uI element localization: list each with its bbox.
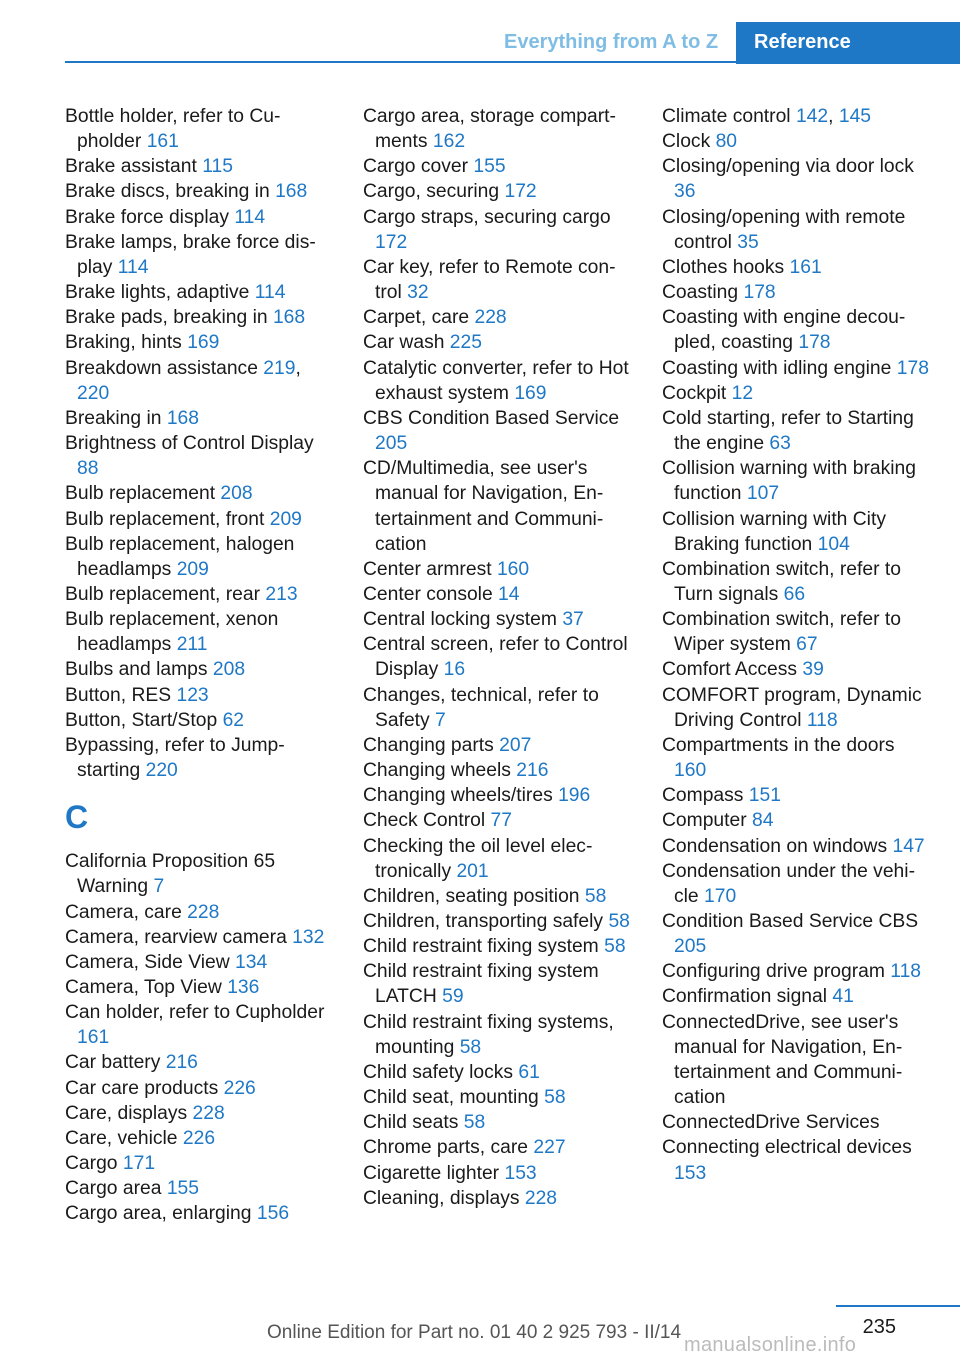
page-reference-link[interactable]: 118 — [890, 961, 922, 983]
page-reference-link[interactable]: 169 — [514, 382, 547, 404]
index-entry-term: Center armrest — [363, 558, 492, 580]
index-entry-term: Child seat, mounting — [363, 1087, 539, 1109]
index-entry-term: ConnectedDrive Services — [662, 1112, 880, 1134]
index-entry-term: Condition Based Service CBS — [662, 911, 919, 932]
index-column-1 — [65, 104, 335, 1227]
index-entry — [363, 205, 633, 255]
page-reference-link[interactable]: 80 — [715, 131, 738, 153]
page-reference-link[interactable]: 196 — [558, 785, 591, 807]
index-entry — [363, 330, 633, 355]
index-entry-term: Breaking in — [65, 407, 162, 429]
page-reference-link[interactable]: 58 — [584, 885, 607, 907]
index-entry — [363, 632, 633, 682]
index-entry — [363, 834, 633, 884]
index-entry-term: Children, seating position — [363, 885, 580, 907]
index-entry-term: Clothes hooks — [662, 256, 785, 278]
index-entry-term: Cargo area, enlarging — [65, 1203, 252, 1225]
page-reference-link[interactable]: 160 — [674, 760, 707, 782]
index-entry — [65, 925, 335, 950]
index-entry — [662, 381, 930, 406]
index-entry-term: Cargo area, storage compartments — [363, 106, 616, 153]
page-reference-link[interactable]: 58 — [459, 1036, 482, 1058]
page-reference-link[interactable]: 213 — [265, 583, 298, 605]
index-entry — [65, 1076, 335, 1101]
index-entry — [662, 406, 930, 456]
index-entry — [662, 456, 930, 506]
page-reference-link[interactable]: 178 — [896, 357, 929, 379]
index-entry — [363, 154, 633, 179]
page-reference-link[interactable]: 147 — [892, 835, 925, 857]
page-reference-link[interactable]: 170 — [704, 885, 737, 907]
index-entry-term: Computer — [662, 810, 747, 832]
index-entry-term: Changing parts — [363, 734, 494, 756]
index-entry-term: Brake force display — [65, 206, 229, 228]
index-entry — [65, 657, 335, 682]
index-entry — [363, 733, 633, 758]
page-reference-link[interactable]: 220 — [77, 382, 110, 404]
page-reference-link[interactable]: 114 — [117, 256, 149, 278]
page-reference-link[interactable]: 228 — [474, 307, 507, 329]
reference-tab-label: Reference — [754, 31, 851, 53]
page-reference-link[interactable]: 205 — [375, 433, 408, 455]
index-entry-term: Cockpit — [662, 382, 727, 404]
index-entry — [65, 975, 335, 1000]
index-entry — [65, 900, 335, 925]
page-reference-link[interactable]: 66 — [783, 583, 806, 605]
index-entry — [363, 1010, 633, 1060]
index-entry — [65, 733, 335, 783]
footer-rule — [836, 1305, 960, 1307]
index-entry-term: Chrome parts, care — [363, 1137, 529, 1159]
index-entry-term: Cargo area — [65, 1178, 162, 1200]
page-reference-link[interactable]: 136 — [227, 977, 260, 998]
index-entry — [65, 154, 335, 179]
index-entry — [662, 507, 930, 557]
page-reference-link[interactable]: 156 — [256, 1203, 290, 1225]
page-reference-link[interactable]: 209 — [176, 558, 209, 580]
index-entry — [65, 280, 335, 305]
page-reference-link[interactable]: 161 — [789, 256, 822, 278]
page-reference-link[interactable]: 220 — [145, 760, 178, 782]
index-entry-term: Confirmation signal — [662, 986, 828, 1008]
index-entry-term: Can holder, refer to Cupholder — [65, 1002, 325, 1024]
index-entry-term: COMFORT program, Dynamic Driving Control — [662, 684, 922, 731]
index-entry-term: Cargo cover — [363, 156, 469, 178]
index-entry — [65, 532, 335, 582]
page-reference-link[interactable]: 162 — [432, 131, 466, 153]
index-entry-term: Bulb replacement, rear — [65, 583, 261, 605]
index-entry-term: Check Control — [363, 810, 486, 832]
index-entry — [65, 330, 335, 355]
index-entry — [363, 1186, 633, 1211]
page-reference-link[interactable]: 35 — [737, 231, 759, 253]
index-entry-term: Combination switch, refer to Wiper system — [662, 609, 901, 656]
reference-tab — [736, 22, 960, 64]
index-entry — [363, 305, 633, 330]
index-entry — [662, 834, 930, 859]
index-entry — [65, 1151, 335, 1176]
index-entry-term: Brake discs, breaking in — [65, 181, 270, 203]
page-reference-link[interactable]: 145 — [838, 106, 872, 127]
edition-note: Online Edition for Part no. 01 40 2 925 793 - II/14 — [267, 1322, 682, 1343]
index-entry — [65, 950, 335, 975]
page-reference-link[interactable]: 12 — [731, 382, 754, 404]
page-reference-link[interactable]: 32 — [407, 282, 429, 304]
page-reference-link[interactable]: 41 — [832, 986, 854, 1008]
index-entry-term: Connecting electrical devices — [662, 1137, 912, 1159]
index-entry — [662, 129, 930, 154]
page-reference-link[interactable]: 153 — [504, 1162, 537, 1184]
page-reference-link[interactable]: 228 — [524, 1187, 558, 1209]
index-entry — [363, 179, 633, 204]
index-entry-term: Breakdown assistance — [65, 357, 258, 379]
page-reference-link[interactable]: 7 — [435, 709, 446, 731]
index-entry-term: Condensation on windows — [662, 835, 888, 857]
index-entry-term: Bulb replacement — [65, 483, 216, 505]
page-reference-link[interactable]: 88 — [77, 458, 99, 480]
index-entry — [662, 557, 930, 607]
page-reference-link[interactable]: 39 — [802, 659, 824, 681]
index-entry — [363, 959, 633, 1009]
page-reference-link[interactable]: 59 — [442, 986, 464, 1008]
index-letter-heading: C — [65, 799, 89, 836]
page-reference-link[interactable]: 178 — [798, 332, 831, 354]
index-entry — [662, 1110, 930, 1135]
page-reference-link[interactable]: 58 — [604, 936, 626, 958]
index-entry — [662, 909, 930, 959]
index-entry — [65, 607, 335, 657]
page-reference-link[interactable]: 160 — [496, 558, 530, 580]
page-reference-link[interactable]: 107 — [746, 483, 780, 505]
index-entry — [662, 859, 930, 909]
index-entry-term: Cigarette lighter — [363, 1162, 500, 1184]
index-entry-term: Compartments in the doors — [662, 734, 895, 756]
page-reference-link[interactable]: 226 — [223, 1077, 256, 1099]
page-reference-link[interactable]: 228 — [187, 901, 220, 923]
index-entry — [662, 356, 930, 381]
index-entry — [65, 104, 335, 154]
index-entry-term: Carpet, care — [363, 307, 470, 329]
index-entry-term: Combination switch, refer to Turn signals — [662, 558, 901, 605]
page-reference-link[interactable]: 169 — [187, 332, 220, 354]
index-entry-term: Care, displays — [65, 1102, 188, 1124]
page-reference-link[interactable]: 151 — [748, 785, 781, 807]
index-entry-term: Changes, technical, refer to Safety — [363, 684, 599, 731]
index-entry-term: Car key, refer to Remote control — [363, 256, 616, 304]
index-entry-term: Coasting with engine decoupled, coasting — [662, 307, 906, 354]
index-entry — [363, 456, 633, 557]
index-entry-term: Camera, care — [65, 901, 182, 923]
page-reference-link[interactable]: 63 — [769, 433, 791, 455]
index-entry-term: Climate control — [662, 106, 791, 127]
page-reference-link[interactable]: 77 — [490, 810, 512, 832]
index-entry-term: Cargo, securing — [363, 181, 500, 203]
index-entry-term: Cleaning, displays — [363, 1187, 520, 1209]
index-entry — [363, 683, 633, 733]
page-reference-link[interactable]: 208 — [212, 659, 246, 681]
index-entry-term: Child seats — [363, 1112, 459, 1134]
page-reference-link[interactable]: 168 — [272, 307, 306, 329]
index-entry — [65, 507, 335, 532]
index-entry-term: Brake assistant — [65, 156, 197, 178]
page-header — [0, 0, 960, 62]
index-entry-term: California Proposition 65 Warning — [65, 851, 276, 898]
index-entry-term: Changing wheels — [363, 760, 511, 782]
index-entry-term: Bottle holder, refer to Cupholder — [65, 106, 281, 153]
index-entry — [662, 733, 930, 783]
index-entry-term: Bulb replacement, halogen headlamps — [65, 533, 295, 580]
index-entry-term: Coasting with idling engine — [662, 357, 892, 379]
index-entry-term: Cargo straps, securing cargo — [363, 206, 611, 228]
page-reference-link[interactable]: 209 — [269, 508, 302, 530]
index-entry-term: Comfort Access — [662, 659, 798, 681]
page-reference-link[interactable]: 161 — [77, 1027, 110, 1049]
index-entry — [65, 683, 335, 708]
index-entry — [65, 1176, 335, 1201]
index-entry-term: Center console — [363, 583, 493, 605]
index-entry-term: Car battery — [65, 1052, 161, 1074]
index-entry: Climate control 142, 145 — [662, 106, 872, 127]
page-reference-link[interactable]: 205 — [674, 936, 707, 958]
index-entry-term: Brake pads, breaking in — [65, 307, 268, 329]
page-reference-link[interactable]: 134 — [235, 951, 268, 973]
index-entry — [363, 758, 633, 783]
index-entry-term: Children, transporting safely — [363, 911, 604, 932]
index-entry — [363, 1085, 633, 1110]
page-reference-link[interactable]: 58 — [608, 911, 630, 932]
page-reference-link[interactable]: 84 — [752, 810, 774, 832]
page-reference-link[interactable]: 67 — [796, 634, 818, 656]
index-entry — [65, 1126, 335, 1151]
index-entry-term: Coasting — [662, 282, 739, 304]
index-entry-term: Car care products — [65, 1077, 219, 1099]
page-reference-link[interactable]: 61 — [518, 1061, 540, 1083]
index-entry — [65, 481, 335, 506]
index-entry — [662, 280, 930, 305]
index-entry — [363, 783, 633, 808]
watermark: manualsonline.info — [684, 1334, 857, 1356]
index-entry — [662, 683, 930, 733]
page-reference-link[interactable]: 16 — [443, 659, 466, 681]
index-entry — [65, 708, 335, 733]
index-entry: Breakdown assistance 219, 220 — [65, 357, 301, 404]
index-entry-term: CD/Multimedia, see user's manual for Navigation, Entertainment and Communication — [363, 458, 604, 555]
index-entry-term: Camera, Side View — [65, 951, 230, 973]
index-entry-term: Bulbs and lamps — [65, 659, 208, 681]
header-rule — [65, 61, 736, 63]
index-entry-term: Camera, Top View — [65, 977, 222, 998]
index-entry — [363, 934, 633, 959]
index-entry-term: Car wash — [363, 332, 445, 354]
index-entry — [363, 1135, 633, 1160]
page-reference-link[interactable]: 7 — [153, 876, 165, 898]
page-reference-link[interactable]: 216 — [165, 1052, 198, 1074]
index-entry — [662, 984, 930, 1009]
page-reference-link[interactable]: 118 — [806, 709, 838, 731]
index-entry — [662, 1010, 930, 1111]
section-title: Everything from A to Z — [504, 31, 719, 53]
index-entry — [363, 255, 633, 305]
index-entry — [363, 884, 633, 909]
page-reference-link[interactable]: 168 — [166, 407, 199, 429]
page-reference-link[interactable]: 114 — [254, 282, 286, 304]
index-entry-term: Braking, hints — [65, 332, 182, 354]
index-entry-term: Collision warning with City Braking function — [662, 508, 886, 555]
index-entry — [363, 1060, 633, 1085]
index-entry-term: Brightness of Control Display — [65, 433, 314, 455]
page-reference-link[interactable]: 168 — [275, 181, 308, 203]
page-reference-link[interactable]: 225 — [449, 332, 482, 354]
index-entry-term: Button, Start/Stop — [65, 709, 218, 731]
index-entry — [363, 557, 633, 582]
index-entry-term: Checking the oil level electronically — [363, 835, 593, 882]
page-reference-link[interactable]: 58 — [463, 1112, 486, 1134]
index-entry — [363, 356, 633, 406]
page-reference-link[interactable]: 171 — [122, 1153, 156, 1175]
index-entry — [363, 582, 633, 607]
index-entry-term: Child restraint fixing system LATCH — [363, 961, 599, 1008]
index-entry-term: Collision warning with braking function — [662, 458, 916, 505]
index-entry — [65, 1050, 335, 1075]
page-reference-link[interactable]: 219 — [263, 357, 296, 379]
page-reference-link[interactable]: 227 — [533, 1137, 566, 1159]
index-entry — [363, 104, 633, 154]
index-entry — [662, 205, 930, 255]
page-reference-link[interactable]: 201 — [456, 860, 489, 882]
index-entry-term: CBS Condition Based Service — [363, 407, 620, 429]
index-entry-term: Clock — [662, 131, 711, 153]
index-entry — [65, 431, 335, 481]
page-reference-link[interactable]: 211 — [176, 634, 208, 656]
page-reference-link[interactable]: 155 — [166, 1178, 199, 1200]
index-entry — [363, 607, 633, 632]
index-entry — [363, 808, 633, 833]
index-entry — [363, 1161, 633, 1186]
page-reference-link[interactable]: 104 — [817, 533, 850, 555]
index-entry — [662, 154, 930, 204]
index-entry — [65, 1000, 335, 1050]
index-entry — [65, 406, 335, 431]
index-entry-term: Brake lamps, brake force display — [65, 231, 316, 278]
index-entry-term: Catalytic converter, refer to Hot exhaust system — [363, 357, 629, 404]
index-column-2 — [363, 104, 633, 1211]
page-reference-link[interactable]: 132 — [292, 926, 325, 948]
index-entry — [65, 1201, 335, 1226]
index-entry — [662, 808, 930, 833]
index-entry — [65, 582, 335, 607]
index-entry — [662, 305, 930, 355]
page-reference-link[interactable]: 172 — [504, 181, 537, 203]
index-entry-term: Cold starting, refer to Starting the engine — [662, 407, 914, 455]
index-entry-term: Bulb replacement, front — [65, 508, 265, 530]
index-entry-term: Brake lights, adaptive — [65, 282, 250, 304]
index-entry — [65, 849, 335, 899]
page-reference-link[interactable]: 172 — [375, 231, 408, 253]
index-entry — [65, 305, 335, 330]
page-reference-link[interactable]: 37 — [562, 609, 584, 631]
index-entry — [662, 959, 930, 984]
page-reference-link[interactable]: 58 — [544, 1087, 566, 1109]
index-entry-term: Child restraint fixing system — [363, 936, 599, 958]
index-entry — [363, 909, 633, 934]
page-reference-link[interactable]: 36 — [674, 181, 696, 203]
page-reference-link[interactable]: 228 — [192, 1102, 225, 1124]
index-entry-term: Camera, rearview camera — [65, 926, 287, 948]
index-entry — [363, 1110, 633, 1135]
index-entry — [662, 255, 930, 280]
page-reference-link[interactable]: 142 — [795, 106, 829, 127]
page-reference-link[interactable]: 153 — [674, 1162, 707, 1184]
index-entry-term: ConnectedDrive, see user's manual for Navigation, Entertainment and Communication — [662, 1011, 903, 1109]
index-entry-term: Configuring drive program — [662, 961, 885, 983]
index-entry — [65, 1101, 335, 1126]
index-entry-term: Child restraint fixing systems, mounting — [363, 1011, 614, 1058]
page-reference-link[interactable]: 115 — [202, 156, 233, 178]
index-entry-term: Condensation under the vehicle — [662, 860, 915, 907]
index-entry-term: Changing wheels/tires — [363, 785, 553, 807]
page-reference-link[interactable]: 161 — [146, 131, 179, 153]
index-entry — [363, 406, 633, 456]
page-reference-link[interactable]: 208 — [220, 483, 253, 505]
page-number: 235 — [862, 1316, 896, 1338]
index-entry-term: Closing/opening via door lock — [662, 156, 914, 178]
index-entry — [662, 657, 930, 682]
index-entry — [662, 783, 930, 808]
page-reference-link[interactable]: 14 — [498, 583, 520, 605]
index-entry — [65, 179, 335, 204]
page-reference-link[interactable]: 226 — [182, 1127, 216, 1149]
page-reference-link[interactable]: 216 — [516, 760, 549, 782]
index-entry — [65, 205, 335, 230]
index-entry — [662, 1135, 930, 1185]
page-reference-link[interactable]: 62 — [222, 709, 245, 731]
page-reference-link[interactable]: 114 — [234, 206, 266, 228]
page-reference-link[interactable]: 178 — [743, 282, 776, 304]
page-reference-link[interactable]: 155 — [473, 156, 506, 178]
index-entry — [662, 607, 930, 657]
index-entry-term: Cargo — [65, 1153, 118, 1175]
index-entry-term: Child safety locks — [363, 1061, 514, 1083]
index-entry — [65, 230, 335, 280]
page-reference-link[interactable]: 207 — [499, 734, 532, 756]
index-entry-term: Central locking system — [363, 609, 557, 631]
index-column-3 — [662, 104, 930, 1186]
index-entry-term: Closing/opening with remote control — [662, 206, 906, 253]
index-entry-term: Button, RES — [65, 684, 172, 706]
page-reference-link[interactable]: 123 — [176, 684, 209, 706]
index-entry-term: Bypassing, refer to Jumpstarting — [65, 734, 285, 782]
index-entry-term: Central screen, refer to Control Display — [363, 634, 628, 681]
index-entry-term: Compass — [662, 785, 744, 807]
index-entry-term: Bulb replacement, xenon headlamps — [65, 609, 279, 656]
index-entry-term: Care, vehicle — [65, 1127, 178, 1149]
